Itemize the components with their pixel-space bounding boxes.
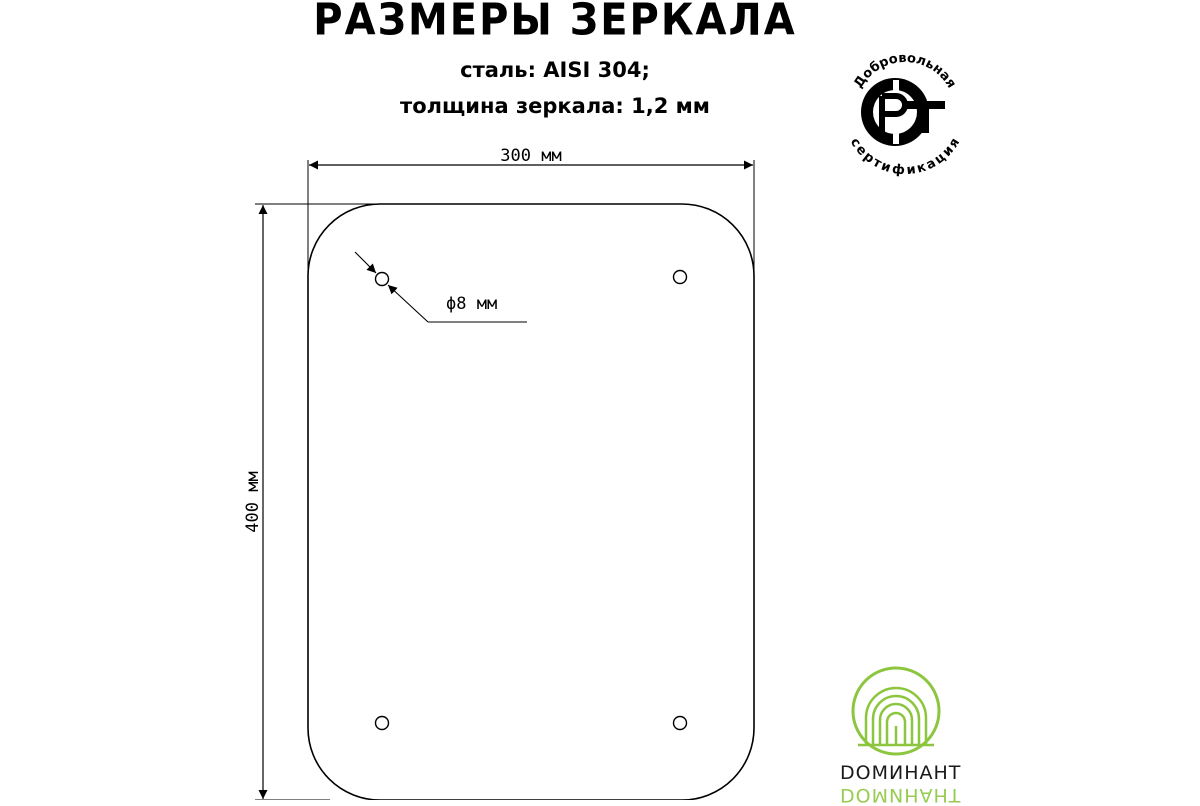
brand-name-reflection: DОМИНАНТ xyxy=(840,784,962,806)
hole-diameter-label: ϕ8 мм xyxy=(446,294,498,314)
brand-name: DОМИНАНТ xyxy=(840,762,962,784)
height-label: 400 мм xyxy=(243,471,263,533)
thickness-spec: толщина зеркала: 1,2 мм xyxy=(400,94,710,118)
brand-logo-icon xyxy=(853,668,939,754)
height-dimension xyxy=(243,204,382,800)
width-label: 300 мм xyxy=(500,146,562,166)
mounting-hole-bottom-left xyxy=(376,717,389,730)
badge-bottom-text: сертификация xyxy=(846,135,964,179)
page-title: РАЗМЕРЫ ЗЕРКАЛА xyxy=(313,0,797,46)
hole-diameter-callout xyxy=(355,252,527,322)
certification-badge xyxy=(847,51,963,178)
mirror-outline xyxy=(308,204,754,800)
badge-top-text: Добровольная xyxy=(851,50,959,91)
mounting-hole-bottom-right xyxy=(674,717,687,730)
mounting-hole-top-left xyxy=(376,273,389,286)
mounting-hole-top-right xyxy=(674,271,687,284)
material-spec: сталь: AISI 304; xyxy=(460,58,650,82)
width-dimension xyxy=(308,146,754,276)
